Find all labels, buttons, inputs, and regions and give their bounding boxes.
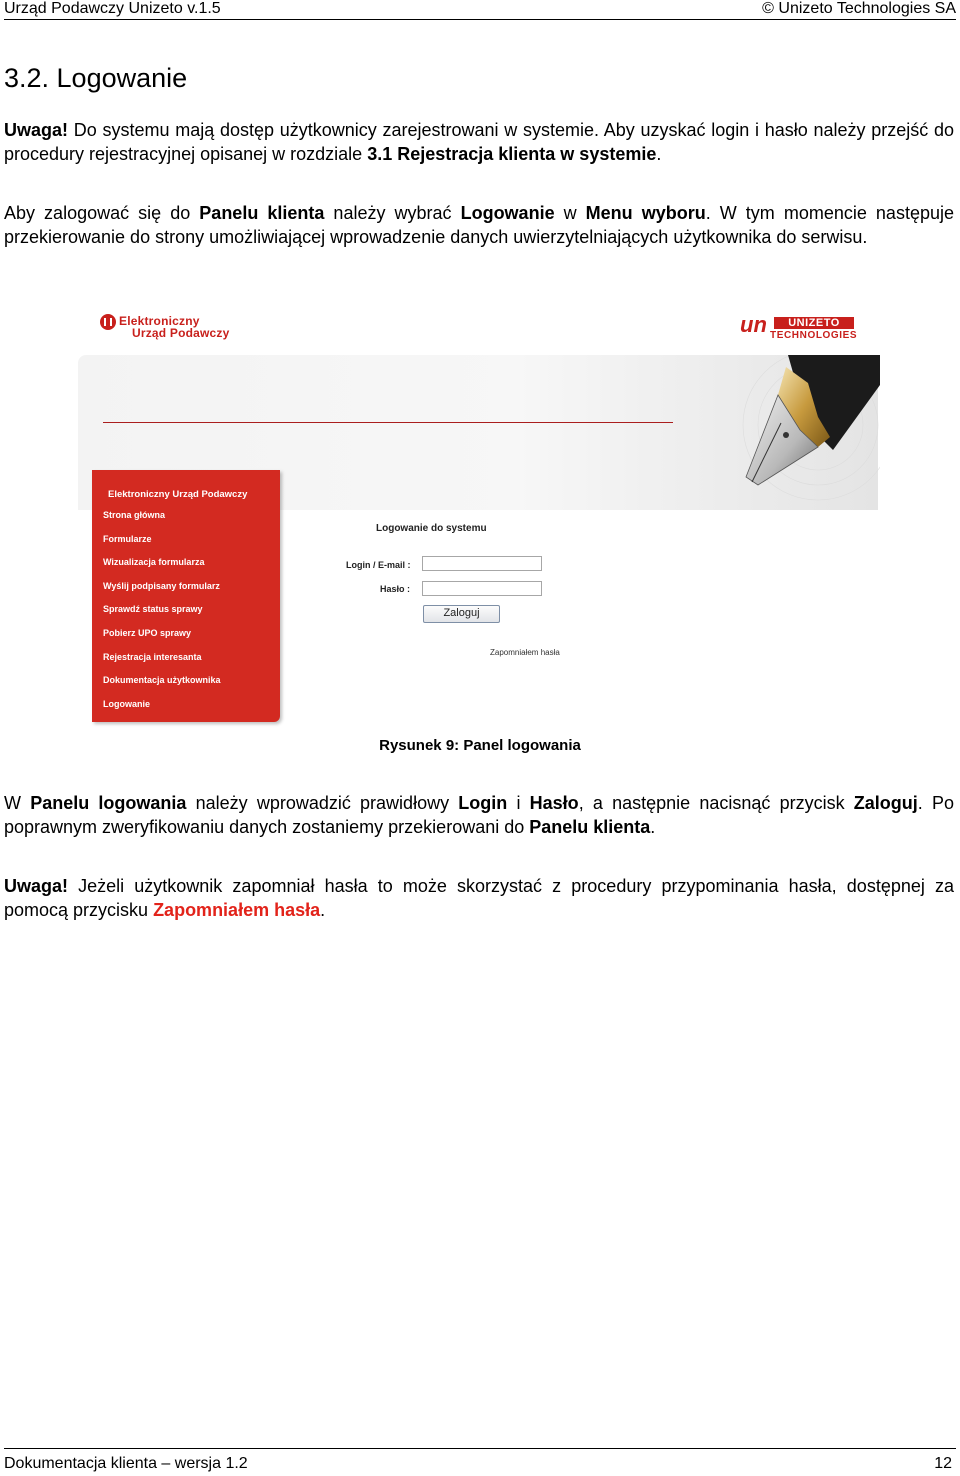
menu-item-rejestracja[interactable]: Rejestracja interesanta [103, 651, 202, 662]
page-number: 12 [934, 1455, 952, 1472]
panel-klienta-term: Panelu klienta [199, 203, 325, 223]
text-segment: , a następnie nacisnąć przycisk [578, 793, 854, 813]
note-label: Uwaga! [4, 876, 69, 896]
page-footer [4, 1448, 956, 1476]
zapomnialem-hasla-term: Zapomniałem hasła [153, 899, 321, 920]
zaloguj-term: Zaloguj [853, 793, 918, 813]
menu-item-strona-glowna[interactable]: Strona główna [103, 510, 166, 520]
eup-logo-line1: Elektroniczny [119, 314, 200, 328]
text-segment: i [507, 793, 530, 813]
menu-item-dokumentacja[interactable]: Dokumentacja użytkownika [103, 675, 221, 686]
haslo-term: Hasło [529, 793, 579, 813]
menu-item-formularze[interactable]: Formularze [103, 533, 152, 544]
login-instructions-paragraph [4, 202, 954, 249]
password-input[interactable] [422, 581, 542, 596]
menu-wyboru-term: Menu wyboru [585, 203, 706, 223]
fountain-pen-icon [668, 355, 880, 510]
menu-item-logowanie[interactable]: Logowanie [103, 698, 150, 709]
text-segment: należy wybrać [324, 203, 461, 223]
login-panel-paragraph [4, 792, 954, 839]
page-header [4, 0, 956, 20]
login-input[interactable] [422, 556, 542, 571]
text-segment: . W tym momencie następuje przekierowanie do strony umożliwiającej wprowadzenie danych uwierzytelniających użytkownika do serwisu. [4, 203, 954, 247]
header-title: Urząd Podawczy Unizeto v.1.5 [4, 0, 221, 17]
password-label: Hasło : [380, 584, 411, 594]
text-segment: w [554, 203, 586, 223]
login-button[interactable]: Zaloguj [423, 605, 500, 623]
eup-logo-line2: Urząd Podawczy [132, 326, 230, 340]
text-segment: W [4, 793, 31, 813]
note-label: Uwaga! [4, 120, 69, 140]
forgot-password-link[interactable]: Zapomniałem hasła [490, 648, 560, 657]
login-term: Login [458, 793, 508, 813]
text-segment: . [650, 816, 656, 837]
header-copyright: © Unizeto Technologies SA [762, 0, 956, 17]
unizeto-mark [740, 314, 767, 336]
sidebar-menu [103, 509, 221, 721]
forgot-password-paragraph [4, 875, 954, 922]
unizeto-brand: UNIZETO [774, 317, 854, 329]
sidebar-title: Elektroniczny Urząd Podawczy [108, 489, 248, 500]
text-segment: Jeżeli użytkownik zapomniał hasła to może skorzystać z procedury przypominania hasła, dostępnej za pomocą przycisku [4, 876, 954, 920]
panel-logowania-term: Panelu logowania [30, 793, 187, 813]
text-segment: . Po poprawnym zweryfikowaniu danych zostaniemy przekierowani do [4, 793, 954, 837]
panel-klienta-term: Panelu klienta [529, 816, 651, 837]
text-segment: . [320, 899, 326, 920]
note-end: . [656, 143, 662, 164]
figure-caption: Rysunek 9: Panel logowania [379, 737, 581, 754]
unizeto-mark-text: un [740, 312, 767, 337]
building-icon [100, 314, 116, 330]
footer-doc-title: Dokumentacja klienta – wersja 1.2 [4, 1455, 248, 1472]
text-segment: należy wprowadzić prawidłowy [186, 793, 459, 813]
menu-item-pobierz-upo[interactable]: Pobierz UPO sprawy [103, 627, 192, 638]
banner-divider [103, 422, 673, 423]
login-form-title: Logowanie do systemu [376, 523, 487, 534]
login-label: Login / E-mail : [346, 560, 411, 570]
menu-item-wizualizacja[interactable]: Wizualizacja formularza [103, 557, 205, 568]
menu-item-wyslij-formularz[interactable]: Wyślij podpisany formularz [103, 580, 220, 591]
section-title: 3.2. Logowanie [4, 63, 188, 93]
text-segment: Aby zalogować się do [4, 203, 200, 223]
unizeto-logo [740, 306, 860, 342]
unizeto-tech: TECHNOLOGIES [770, 330, 858, 341]
note-paragraph [4, 119, 954, 166]
login-screenshot-figure [78, 300, 880, 725]
logowanie-term: Logowanie [460, 203, 555, 223]
menu-item-status-sprawy[interactable]: Sprawdź status sprawy [103, 604, 203, 615]
note-text: Do systemu mają dostęp użytkownicy zarejestrowani w systemie. Aby uzyskać login i hasło należy przejść do procedury rejestracyjnej opisanej w rozdziale [4, 120, 954, 164]
registration-reference: 3.1 Rejestracja klienta w systemie [367, 143, 657, 164]
